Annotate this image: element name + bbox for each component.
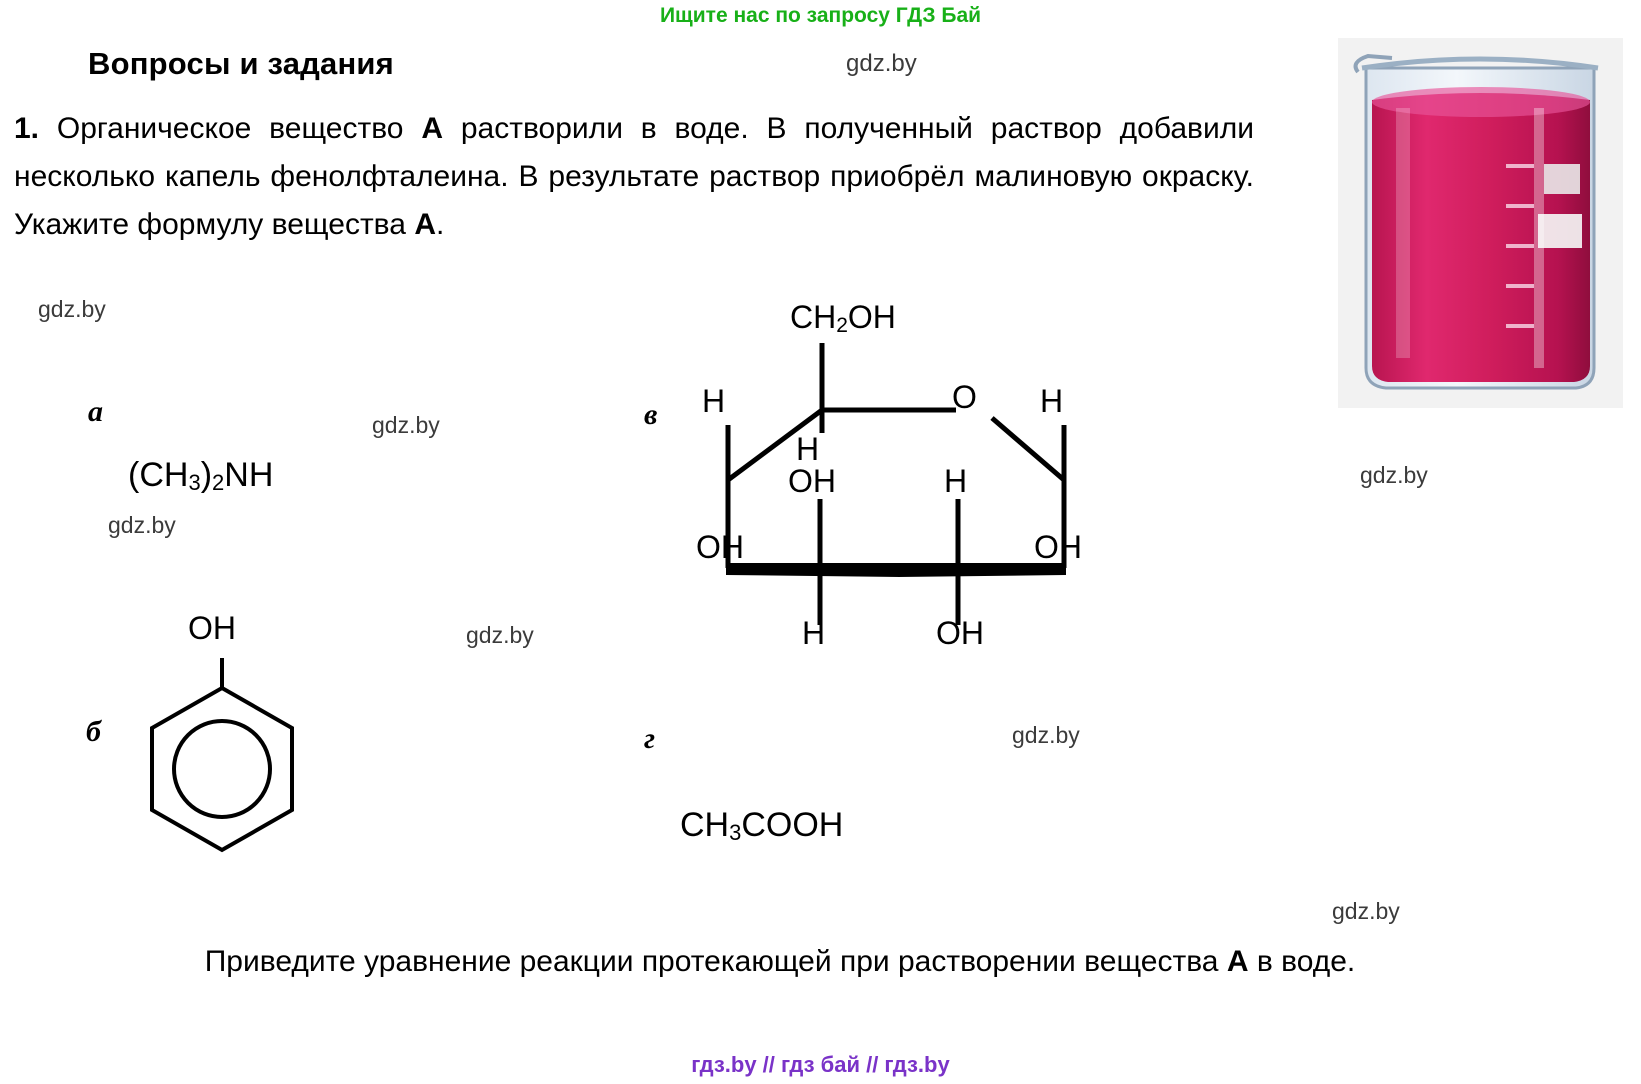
question-text-end: . [435,208,445,241]
glucose-ring-svg [640,285,1160,675]
watermark-gdz-4: gdz.by [466,622,534,648]
beaker-svg [1338,38,1623,408]
closing-text: Приведите уравнение реакции протекающей при растворении вещества [204,945,1227,978]
glucose-haworth-structure [640,285,1160,675]
question-text-before: Органическое вещество [39,112,422,145]
glucose-ch2oh-label: $CH_2OH$ [790,299,896,337]
watermark-gdz-1: gdz.by [38,296,106,322]
closing-substance-letter: А [1226,945,1249,978]
beaker-image [1338,38,1623,408]
formula-dimethylamine: $(CH_3)_2NH$ [128,456,274,495]
watermark-gdz-2: gdz.by [372,412,440,438]
question-paragraph [14,105,1254,249]
watermark-top: Ищите нас по запросу ГДЗ Бай [659,4,982,27]
substance-letter-a-2: А [414,208,436,241]
watermark-gdz-8: gdz.by [846,50,917,77]
glucose-h-bottom-label: H [802,615,826,651]
phenol-structure [110,610,350,900]
option-letter-b: б [86,715,101,748]
option-letter-g: г [644,722,656,755]
watermark-gdz-6: gdz.by [1360,462,1428,488]
glucose-oh-left-label: OH [696,529,744,565]
watermark-gdz-3: gdz.by [108,512,176,538]
glucose-h-inner-label: H [796,431,820,467]
watermark-bottom: гдз.by // гдз бай // гдз.by [691,1052,950,1077]
closing-instruction [0,945,1560,979]
option-letter-v: в [644,398,658,431]
watermark-gdz-7: gdz.by [1332,898,1400,924]
glucose-oh-mid-label: OH [788,463,836,499]
question-text-after: растворили в воде. В полученный раствор добавили несколько капель фенолфталеина. В результате раствор приобрёл малиновую окраску. Укажите формулу вещества [14,112,1254,241]
question-number: 1. [14,112,40,145]
glucose-h-mid-label: H [944,463,968,499]
phenol-oh-label: OH [188,610,236,646]
formula-acetic-acid: $CH_3COOH$ [680,806,844,845]
page-title: Вопросы и задания [88,46,394,81]
watermark-gdz-5: gdz.by [1012,722,1080,748]
option-letter-a: а [88,395,103,428]
glucose-oh-right-label: OH [1034,529,1082,565]
glucose-h-left-label: H [702,383,726,419]
glucose-o-ring-label: O [952,379,977,415]
glucose-oh-bottom-label: OH [936,615,984,651]
glucose-h-right-label: H [1040,383,1064,419]
closing-text-end: в воде. [1248,945,1356,978]
substance-letter-a: А [421,112,444,145]
benzene-ring-svg [110,610,350,900]
